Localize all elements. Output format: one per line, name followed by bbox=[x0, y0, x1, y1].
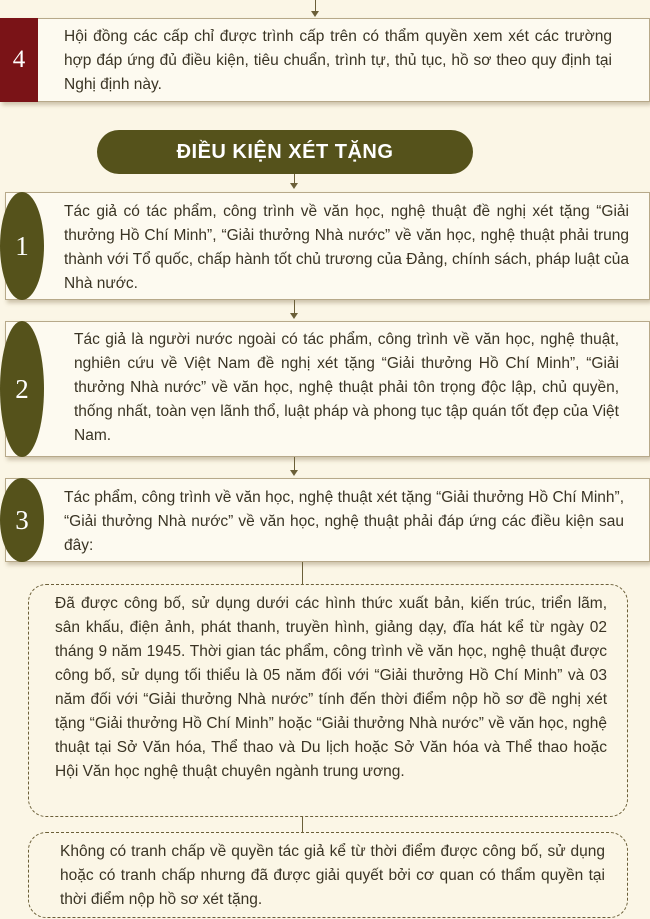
section-title: ĐIỀU KIỆN XÉT TẶNG bbox=[97, 130, 473, 174]
condition-2-number: 2 bbox=[0, 321, 44, 457]
title-arrow bbox=[290, 183, 298, 189]
condition-3-number: 3 bbox=[0, 478, 44, 562]
top-arrow bbox=[311, 11, 319, 17]
condition-2-text: Tác giả là người nước ngoài có tác phẩm, công trình về văn học, nghệ thuật, nghiên cứu về Việt Nam đề nghị xét tặng “Giải thưởng Hồ Chí Minh”, “Giải thưởng Nhà nước” về văn học, nghệ thuật phải tôn trọng độc lập, chủ quyền, thống nhất, toàn vẹn lãnh thổ, luật pháp và phong tục tập quán tốt đẹp của Việt Nam. bbox=[74, 331, 619, 444]
condition-1-number: 1 bbox=[0, 192, 44, 300]
connector-sub-sub bbox=[302, 816, 303, 832]
item-4-number: 4 bbox=[0, 18, 38, 102]
arrow-2-3 bbox=[290, 470, 298, 476]
item-4-text: Hội đồng các cấp chỉ được trình cấp trên có thẩm quyền xem xét các trường hợp đáp ứng đủ điều kiện, tiêu chuẩn, trình tự, thủ tục, hồ sơ theo quy định tại Nghị định này. bbox=[64, 28, 612, 93]
condition-1-text: Tác giả có tác phẩm, công trình về văn học, nghệ thuật đề nghị xét tặng “Giải thưởng Hồ Chí Minh”, “Giải thưởng Nhà nước” về văn học, nghệ thuật phải trung thành với Tổ quốc, chấp hành tốt chủ trương của Đảng, chính sách, pháp luật của Nhà nước. bbox=[64, 203, 629, 292]
connector-1-2 bbox=[294, 300, 295, 314]
condition-3-text: Tác phẩm, công trình về văn học, nghệ thuật xét tặng “Giải thưởng Hồ Chí Minh”, “Giải thưởng Nhà nước” về văn học, nghệ thuật phải đáp ứng các điều kiện sau đây: bbox=[64, 489, 624, 554]
connector-3-sub bbox=[302, 562, 303, 584]
connector-2-3 bbox=[294, 457, 295, 471]
arrow-1-2 bbox=[290, 313, 298, 319]
sub-condition-2-text: Không có tranh chấp về quyền tác giả kể từ thời điểm được công bố, sử dụng hoặc có tranh chấp nhưng đã được giải quyết bởi cơ quan có thẩm quyền tại thời điểm nộp hồ sơ xét tặng. bbox=[60, 843, 605, 908]
sub-condition-1-text: Đã được công bố, sử dụng dưới các hình thức xuất bản, kiến trúc, triển lãm, sân khấu, điện ảnh, phát thanh, truyền hình, giảng dạy, đĩa hát kể từ ngày 02 tháng 9 năm 1945. Thời gian tác phẩm, công trình về văn học, nghệ thuật được công bố, sử dụng tối thiểu là 05 năm đối với “Giải thưởng Hồ Chí Minh” và 03 năm đối với “Giải thưởng Nhà nước” tính đến thời điểm nộp hồ sơ đề nghị xét tặng “Giải thưởng Hồ Chí Minh” hoặc “Giải thưởng Nhà nước” về văn học, nghệ thuật tại Sở Văn hóa, Thể thao và Du lịch hoặc Sở Văn hóa và Thể thao hoặc Hội Văn học nghệ thuật chuyên ngành trung ương. bbox=[55, 595, 607, 780]
